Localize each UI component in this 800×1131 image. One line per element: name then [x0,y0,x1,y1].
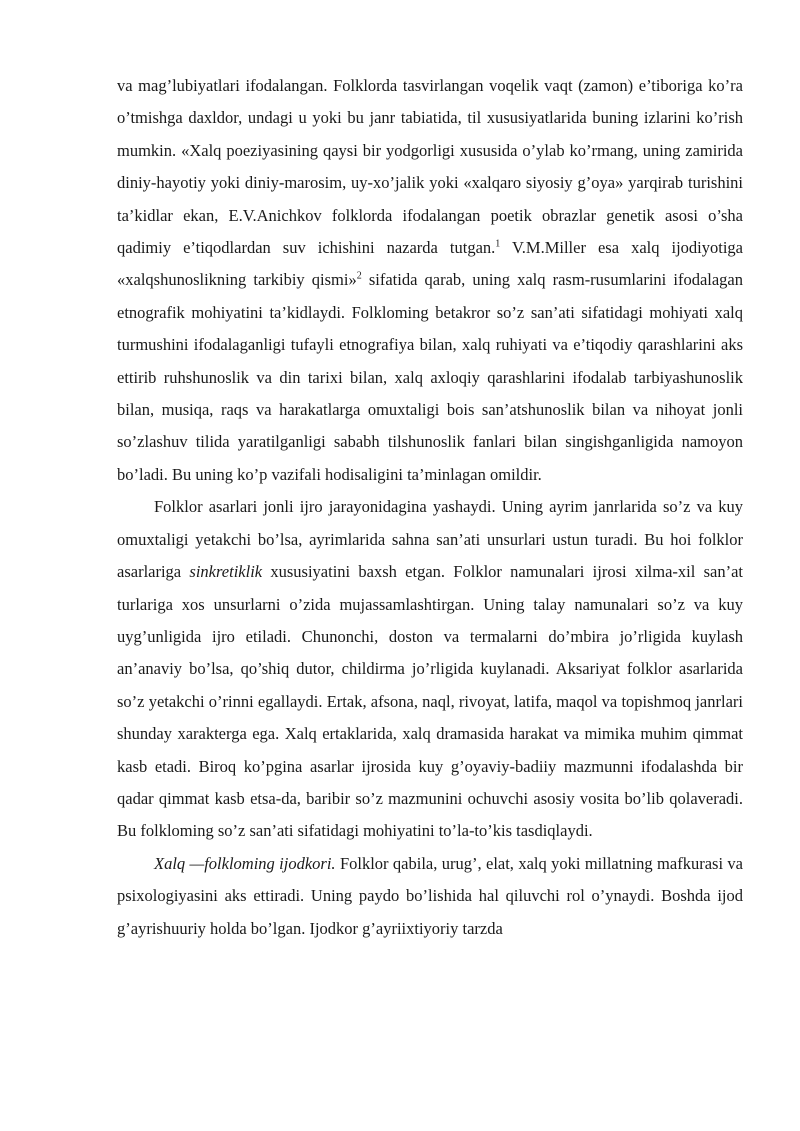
text-run: va mag’lubiyatlari ifodalangan. Folklorda tasvirlangan voqelik vaqt (zamon) e’tiboriga ko’ra o’tmishga daxldor, undagi u yoki bu janr tabiatida, til xususiyatlarida buning izlarini ko’rish mumkin. «Xalq poeziyasining qaysi bir yodgorligi xususida o’ylab ko’rmang, uning zamirida diniy-hayotiy yoki diniy-marosim, uy-xo’jalik yoki «xalqaro siyosiy g’oya» yarqirab turishini ta’kidlar ekan, E.V.Anichkov folklorda ifodalangan poetik obrazlar genetik asosi o’sha qadimiy e’tiqodlardan suv ichishini nazarda tutgan. [117,76,743,258]
paragraph [117,848,743,945]
text-run: Folklor qabila, urug’, elat, xalq yoki millatning mafkurasi va psixologiyasini aks ettiradi. Uning paydo bo’lishida hal qiluvchi rol o’ynaydi. Boshda ijod g’ayrishuuriy holda bo’lgan. Ijodkor g’ayriixtiyoriy tarzda [117,853,743,938]
text-run: Folklor asarlari jonli ijro jarayonidagina yashaydi. Uning ayrim janrlarida so’z va kuy omuxtaligi yetakchi bo’lsa, ayrimlarida sahna san’ati unsurlari ustun turadi. Bu hoi folklor asarlariga [117,497,743,582]
text-run: sifatida qarab, uning xalq rasm-rusumlarini ifodalagan etnografik mohiyatini ta’kidlaydi. Folkloming betakror so’z san’ati sifatidagi mohiyati xalq turmushini ifodalaganligi tufayli etnografiya bilan, xalq ruhiyati va e’tiqodiy qarashlarini aks ettirib ruhshunoslik va din tarixi bilan, xalq axloqiy qarashlarini ifodalab tarbiyashunoslik bilan, musiqa, raqs va harakatlarga omuxtaligi bois san’atshunoslik bilan va nihoyat jonli so’zlashuv tilida yaratilganligi sababh tilshunoslik fanlari bilan singishganligida namoyon bo’ladi. Bu uning ko’p vazifali hodisaligini ta’minlagan omildir. [117,270,743,484]
document-page [117,70,743,945]
section-lead-in: Xalq —folkloming ijodkori. [154,853,336,873]
paragraph [117,70,743,491]
paragraph [117,491,743,847]
emphasized-term: sinkretiklik [189,562,263,582]
footnote-ref-1: 1 [495,238,501,250]
text-run: V.M.Miller esa xalq ijodiyotiga «xalqshunoslikning tarkibiy qismi» [117,238,744,290]
footnote-ref-2: 2 [356,270,362,282]
text-run: xususiyatini baxsh etgan. Folklor namunalari ijrosi xilma-xil san’at turlariga xos unsurlarni o’zida mujassamlashtirgan. Uning talay namunalari so’z va kuy uyg’unligida ijro etiladi. Chunonchi, doston va termalarni do’mbira jo’rligida kuylash an’anaviy bo’lsa, qo’shiq dutor, childirma jo’rligida kuylanadi. Aksariyat folklor asarlarida so’z yetakchi o’rinni egallaydi. Ertak, afsona, naql, rivoyat, latifa, maqol va topishmoq janrlari shunday xarakterga ega. Xalq ertaklarida, xalq dramasida harakat va mimika muhim qimmat kasb etadi. Biroq ko’pgina asarlar ijrosida kuy g’oyaviy-badiiy mazmunni ifodalashda bir qadar qimmat kasb etsa-da, baribir so’z mazmunini ochuvchi asosiy vosita bo’lib qolaveradi. Bu folkloming so’z san’ati sifatidagi mohiyatini to’la-to’kis tasdiqlaydi. [117,562,744,841]
